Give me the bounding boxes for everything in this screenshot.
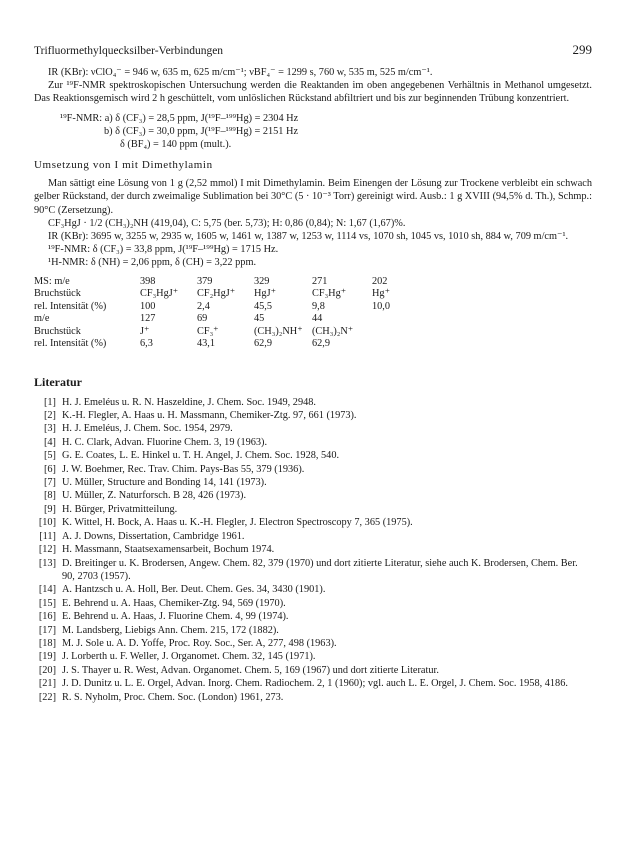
ms-cell	[372, 313, 412, 326]
ms-cell: 9,8	[312, 300, 325, 312]
reference-item	[34, 597, 592, 610]
ms-cell: 127	[140, 313, 156, 325]
literature-heading: Literatur	[34, 374, 82, 389]
ms-table-row	[34, 338, 412, 351]
elemental-analysis: CF₃HgJ · 1/2 (CH₃)₂NH (419,04), C: 5,75 (ber. 5,73); H: 0,86 (0,84); N: 1,67 (1,67)%.	[48, 217, 406, 229]
ms-cell	[372, 326, 412, 339]
fluorine-nmr-line: ¹⁹F-NMR: δ (CF₃) = 33,8 ppm, J(¹⁹F–¹⁹⁹Hg) = 1715 Hz.	[48, 244, 279, 256]
reference-item	[34, 436, 592, 449]
reference-number: [19]	[38, 651, 56, 663]
reference-text: A. J. Downs, Dissertation, Cambridge 1961.	[62, 530, 245, 542]
reference-item	[34, 664, 592, 677]
procedure-paragraph: Man sättigt eine Lösung von 1 g (2,52 mmol) I mit Dimethylamin. Beim Einengen der Lösung zur Trockene verbleibt ein schwach gelber Rückstand, der durch zweimalige Sublimation bei 30°C (5 · 10⁻³ Torr) gereinigt wird. Ausb.: 1 g XVIII (94,5% d. Th.), Schmp.: 90°C (Zersetzung).	[34, 178, 592, 216]
nmr-results-block	[60, 112, 592, 152]
ms-cell: 202	[372, 275, 388, 287]
ms-row-label: rel. Intensität (%)	[34, 338, 107, 350]
reference-text: M. J. Sole u. A. D. Yoffe, Proc. Roy. Soc., Ser. A, 277, 498 (1963).	[62, 637, 337, 649]
running-title: Trifluormethylquecksilber-Verbindungen	[34, 45, 224, 57]
ms-row-label: MS: m/e	[34, 275, 70, 287]
reference-number: [16]	[38, 611, 56, 623]
ms-cell: 100	[140, 300, 156, 312]
ms-row-label: m/e	[34, 313, 50, 325]
reference-text: E. Behrend u. A. Haas, Chemiker-Ztg. 94, 569 (1970).	[62, 597, 286, 609]
ms-cell	[372, 338, 412, 351]
mass-spectrum-table	[34, 276, 412, 351]
reference-number: [22]	[38, 691, 56, 703]
reference-number: [5]	[43, 450, 56, 462]
ms-cell: HgJ⁺	[254, 288, 277, 300]
page-number: 299	[572, 42, 592, 57]
reference-number: [2]	[43, 410, 56, 422]
reference-number: [8]	[43, 490, 56, 502]
ms-cell: 271	[312, 275, 328, 287]
page	[34, 42, 592, 704]
reference-number: [15]	[38, 597, 56, 609]
ms-cell: J⁺	[140, 325, 150, 337]
reference-text: D. Breitinger u. K. Brodersen, Angew. Chem. 82, 379 (1970) und dort zitierte Literatur, siehe auch K. Brodersen, Chem. Ber. 90, 2703 (1957).	[62, 557, 578, 582]
reference-text: M. Landsberg, Liebigs Ann. Chem. 215, 172 (1882).	[62, 624, 279, 636]
ms-cell: 45	[254, 313, 265, 325]
reference-item	[34, 637, 592, 650]
reference-text: G. E. Coates, L. E. Hinkel u. T. H. Angel, J. Chem. Soc. 1928, 540.	[62, 450, 340, 462]
reference-text: U. Müller, Structure and Bonding 14, 141 (1973).	[62, 477, 267, 489]
reference-item	[34, 396, 592, 409]
reference-item	[34, 530, 592, 543]
reference-number: [3]	[43, 423, 56, 435]
reference-text: H. J. Emeléus u. R. N. Haszeldine, J. Chem. Soc. 1949, 2948.	[62, 396, 316, 408]
reference-list	[34, 396, 592, 704]
reference-item	[34, 463, 592, 476]
reference-text: H. C. Clark, Advan. Fluorine Chem. 3, 19 (1963).	[62, 436, 268, 448]
ms-cell: 45,5	[254, 300, 273, 312]
ms-cell: 2,4	[197, 300, 210, 312]
ms-table-row	[34, 326, 412, 339]
proton-nmr-line: ¹H-NMR: δ (NH) = 2,06 ppm, δ (CH) = 3,22 ppm.	[48, 257, 257, 269]
reference-item	[34, 476, 592, 489]
nmr-line-a: ¹⁹F-NMR: a) δ (CF₃) = 28,5 ppm, J(¹⁹F–¹⁹⁹Hg) = 2304 Hz	[60, 112, 299, 124]
reference-number: [6]	[43, 463, 56, 475]
ms-cell: 69	[197, 313, 208, 325]
reference-item	[34, 503, 592, 516]
ms-row-label: rel. Intensität (%)	[34, 300, 107, 312]
ms-cell: (CH₃)₂NH⁺	[254, 325, 303, 337]
reference-text: H. Bürger, Privatmitteilung.	[62, 503, 178, 515]
ms-table-row	[34, 313, 412, 326]
reference-item	[34, 583, 592, 596]
ms-cell: 379	[197, 275, 213, 287]
reference-number: [11]	[39, 530, 56, 542]
reference-item	[34, 557, 592, 584]
reference-number: [7]	[43, 477, 56, 489]
ms-cell: 10,0	[372, 300, 391, 312]
ms-cell: 6,3	[140, 338, 153, 350]
reference-number: [10]	[38, 517, 56, 529]
ms-cell: 43,1	[197, 338, 216, 350]
reference-number: [21]	[38, 678, 56, 690]
nmr-line-c: δ (BF₄) = 140 ppm (mult.).	[120, 139, 232, 151]
running-header	[34, 42, 592, 58]
nmr-procedure-paragraph: Zur ¹⁹F-NMR spektroskopischen Untersuchung werden die Reaktanden im oben angegebenen Verhältnis in Methanol umgesetzt. Das Reaktionsgemisch wird 2 h geschüttelt, vom unlöslichen Rückstand abfiltriert und bis zur beginnenden Trübung konzentriert.	[34, 80, 592, 105]
reference-text: J. D. Dunitz u. L. E. Orgel, Advan. Inorg. Chem. Radiochem. 2, 1 (1960); vgl. auch L. E. Orgel, J. Chem. Soc. 1958, 4186.	[62, 678, 568, 690]
reference-number: [20]	[38, 664, 56, 676]
reference-text: J. Lorberth u. F. Weller, J. Organomet. Chem. 32, 145 (1971).	[62, 651, 316, 663]
reference-text: E. Behrend u. A. Haas, J. Fluorine Chem. 4, 99 (1974).	[62, 611, 289, 623]
reference-text: K.-H. Flegler, A. Haas u. H. Massmann, Chemiker-Ztg. 97, 661 (1973).	[62, 410, 357, 422]
ms-cell: 329	[254, 275, 270, 287]
reference-number: [4]	[43, 436, 56, 448]
ir-spectrum-line: IR (KBr): νClO₄⁻ = 946 w, 635 m, 625 m/cm⁻¹; νBF₄⁻ = 1299 s, 760 w, 535 m, 525 m/cm⁻¹.	[48, 67, 433, 78]
ms-table-row	[34, 301, 412, 314]
nmr-line-b: b) δ (CF₃) = 30,0 ppm, J(¹⁹F–¹⁹⁹Hg) = 2151 Hz	[104, 125, 299, 137]
reference-number: [14]	[38, 584, 56, 596]
reference-item	[34, 650, 592, 663]
reference-text: A. Hantzsch u. A. Holl, Ber. Deut. Chem. Ges. 34, 3430 (1901).	[62, 584, 326, 596]
reference-item	[34, 409, 592, 422]
ms-cell: CF₂HgJ⁺	[197, 288, 236, 300]
ms-cell: 44	[312, 313, 323, 325]
reference-number: [12]	[38, 544, 56, 556]
reference-item	[34, 624, 592, 637]
ms-table-row	[34, 276, 412, 289]
ms-row-label: Bruchstück	[34, 325, 81, 337]
ir-spectrum-paragraph: IR (KBr): 3695 w, 3255 w, 2935 w, 1605 w, 1461 w, 1387 w, 1253 w, 1114 vs, 1070 sh, 1045 vs, 1010 sh, 884 w, 709 m/cm⁻¹.	[48, 231, 569, 243]
reference-item	[34, 691, 592, 704]
ms-cell: 398	[140, 275, 156, 287]
reference-item	[34, 516, 592, 529]
ms-cell: 62,9	[254, 338, 273, 350]
reference-text: J. S. Thayer u. R. West, Advan. Organomet. Chem. 5, 169 (1967) und dort zitierte Literatur.	[62, 664, 439, 676]
reference-number: [17]	[38, 624, 56, 636]
reference-item	[34, 677, 592, 690]
ms-cell: CF₃⁺	[197, 325, 219, 337]
reference-text: H. Massmann, Staatsexamensarbeit, Bochum 1974.	[62, 544, 275, 556]
reference-item	[34, 543, 592, 556]
reference-item	[34, 610, 592, 623]
ms-cell: 62,9	[312, 338, 331, 350]
reference-number: [9]	[43, 503, 56, 515]
ms-cell: (CH₃)₂N⁺	[312, 325, 354, 337]
reference-text: K. Wittel, H. Bock, A. Haas u. K.-H. Flegler, J. Electron Spectroscopy 7, 365 (1975).	[62, 517, 413, 529]
reference-item	[34, 489, 592, 502]
reference-number: [1]	[43, 396, 56, 408]
ms-row-label: Bruchstück	[34, 288, 81, 300]
reference-text: J. W. Boehmer, Rec. Trav. Chim. Pays-Bas 55, 379 (1936).	[62, 463, 305, 475]
ms-cell: CF₃Hg⁺	[312, 288, 347, 300]
reference-number: [13]	[38, 557, 56, 569]
reference-item	[34, 449, 592, 462]
reference-text: R. S. Nyholm, Proc. Chem. Soc. (London) 1961, 273.	[62, 691, 284, 703]
reference-text: U. Müller, Z. Naturforsch. B 28, 426 (1973).	[62, 490, 247, 502]
reference-text: H. J. Emeléus, J. Chem. Soc. 1954, 2979.	[62, 423, 233, 435]
ms-cell: CF₃HgJ⁺	[140, 288, 179, 300]
reference-number: [18]	[38, 637, 56, 649]
ms-cell: Hg⁺	[372, 288, 391, 300]
reference-item	[34, 422, 592, 435]
ms-table-row	[34, 288, 412, 301]
section-heading: Umsetzung von I mit Dimethylamin	[34, 159, 213, 172]
